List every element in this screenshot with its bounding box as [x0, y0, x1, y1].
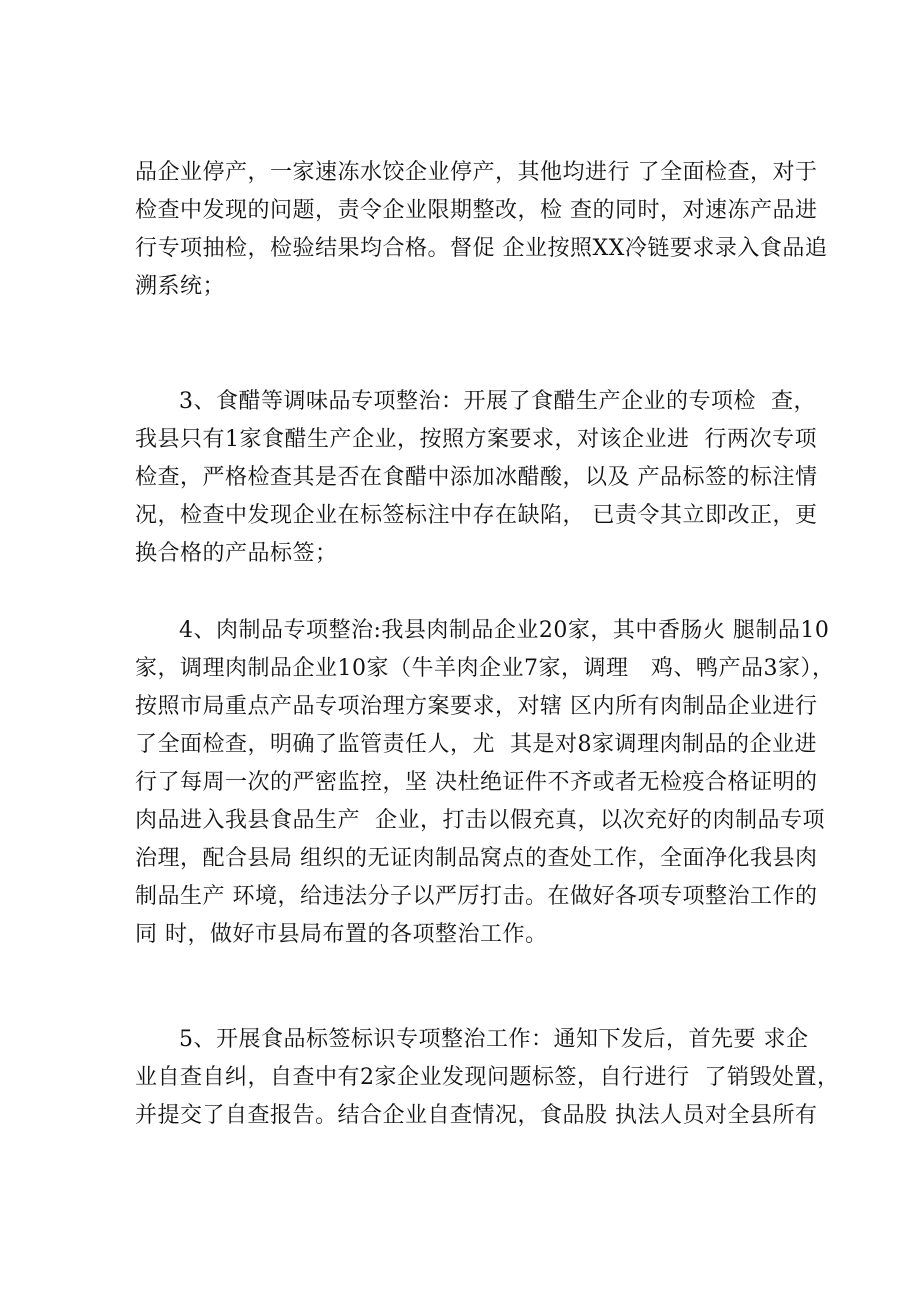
paragraph-continued	[135, 154, 828, 306]
text-line: 家，调理肉制品企业10家（牛羊肉企业7家，调理 鸡、鸭产品3家），	[135, 656, 835, 681]
text-line: 4、肉制品专项整治:我县肉制品企业20家，其中香肠火 腿制品10	[179, 618, 830, 643]
text-line: 我县只有1家食醋生产企业，按照方案要求，对该企业进 行两次专项	[135, 427, 817, 452]
text-line: 况，检查中发现企业在标签标注中存在缺陷， 已责令其立即改正，更	[135, 503, 818, 528]
text-line: 检查中发现的问题，责令企业限期整改，检 查的同时，对速冻产品进	[135, 198, 818, 223]
text-line: 肉品进入我县食品生产 企业，打击以假充真，以次充好的肉制品专项	[135, 808, 825, 833]
paragraph-meat-products-rectification	[135, 612, 835, 954]
text-line: 治理，配合县局 组织的无证肉制品窝点的查处工作，全面净化我县肉	[135, 846, 818, 871]
text-line: 3、食醋等调味品专项整治：开展了食醋生产企业的专项检 查，	[179, 389, 816, 414]
paragraph-condiment-rectification	[135, 383, 818, 573]
text-line: 品企业停产，一家速冻水饺企业停产，其他均进行 了全面检查，对于	[135, 160, 818, 185]
text-line: 同 时，做好市县局布置的各项整治工作。	[135, 922, 548, 947]
text-line: 5、开展食品标签标识专项整治工作：通知下发后，首先要 求企	[179, 1027, 809, 1052]
text-line: 换合格的产品标签；	[135, 541, 338, 566]
text-line: 溯系统；	[135, 274, 226, 299]
text-line: 行专项抽检，检验结果均合格。督促 企业按照XX冷链要求录入食品追	[135, 236, 828, 261]
text-line: 按照市局重点产品专项治理方案要求，对辖 区内所有肉制品企业进行	[135, 694, 818, 719]
text-line: 检查，严格检查其是否在食醋中添加冰醋酸，以及 产品标签的标注情	[135, 465, 818, 490]
paragraph-food-label-rectification	[135, 1021, 840, 1135]
text-line: 并提交了自查报告。结合企业自查情况，食品股 执法人员对全县所有	[135, 1103, 818, 1128]
text-line: 行了每周一次的严密监控，坚 决杜绝证件不齐或者无检疫合格证明的	[135, 770, 818, 795]
text-line: 了全面检查，明确了监管责任人，尤 其是对8家调理肉制品的企业进	[135, 732, 817, 757]
text-line: 制品生产 环境，给违法分子以严厉打击。在做好各项专项整治工作的	[135, 884, 818, 909]
text-line: 业自查自纠，自查中有2家企业发现问题标签，自行进行 了销毁处置，	[135, 1065, 840, 1090]
